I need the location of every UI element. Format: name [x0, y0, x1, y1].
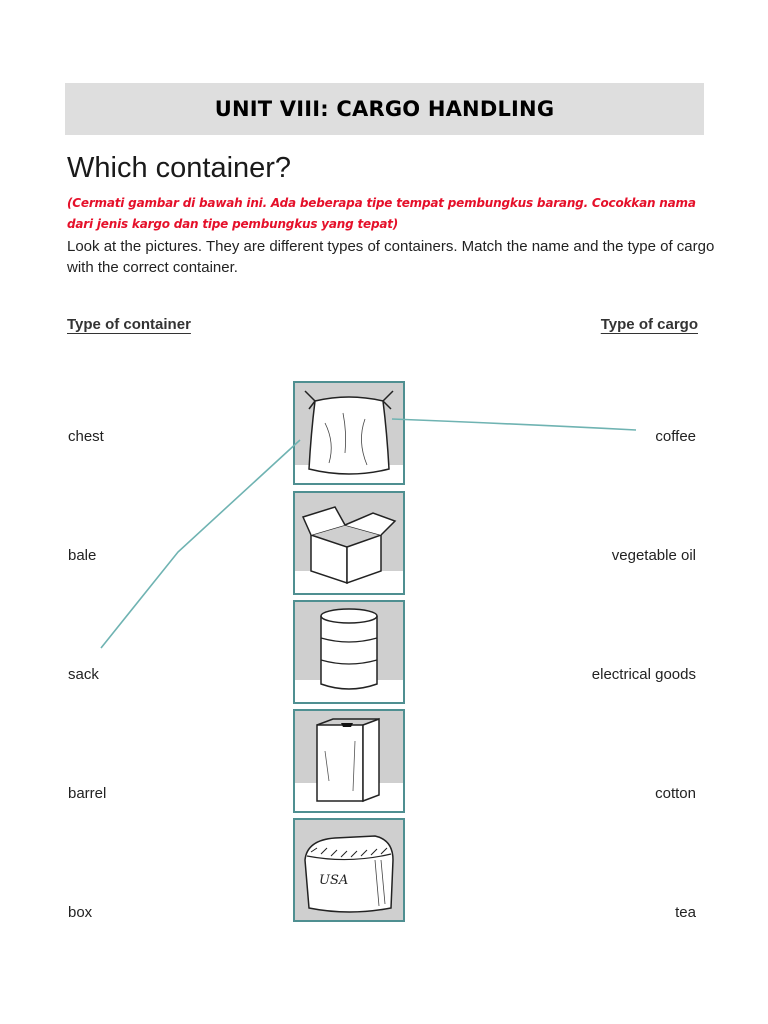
instruction-text: Look at the pictures. They are different types of containers. Match the name and the type of cargo with the correct container. — [67, 238, 715, 276]
page-title: UNIT VIII: CARGO HANDLING — [214, 97, 555, 121]
cargo-label-vegetable-oil: vegetable oil — [611, 547, 696, 564]
translation-note: (Cermati gambar di bawah ini. Ada beberapa tipe tempat pembungkus barang. Cocokkan nama dari jenis kargo dan tipe pembungkus yang tepat) — [67, 196, 696, 231]
chest-icon — [295, 711, 403, 811]
cargo-label-cotton: cotton — [655, 785, 696, 802]
picture-bale[interactable] — [293, 818, 405, 922]
container-label-barrel: barrel — [68, 785, 107, 802]
cargo-label-electrical-goods: electrical goods — [591, 666, 696, 683]
picture-barrel[interactable] — [293, 600, 405, 704]
title-banner — [65, 83, 704, 135]
picture-chest[interactable] — [293, 709, 405, 813]
bale-icon — [295, 820, 403, 920]
match-line-coffee — [392, 419, 636, 430]
picture-sack[interactable] — [293, 381, 405, 485]
container-label-chest: chest — [68, 428, 104, 445]
bale-stamp: USA — [319, 873, 349, 888]
cargo-label-coffee: coffee — [655, 428, 696, 445]
container-label-box: box — [68, 904, 93, 921]
cargo-label-tea: tea — [675, 904, 696, 921]
container-column-header: Type of container — [67, 316, 191, 333]
box-icon — [295, 493, 403, 593]
sack-icon — [295, 383, 403, 483]
container-label-sack: sack — [68, 666, 99, 683]
picture-box[interactable] — [293, 491, 405, 595]
section-heading: Which container? — [67, 152, 292, 184]
cargo-column-header: Type of cargo — [600, 316, 698, 333]
container-label-bale: bale — [68, 547, 97, 564]
match-line-sack — [101, 440, 300, 648]
barrel-icon — [295, 602, 403, 702]
